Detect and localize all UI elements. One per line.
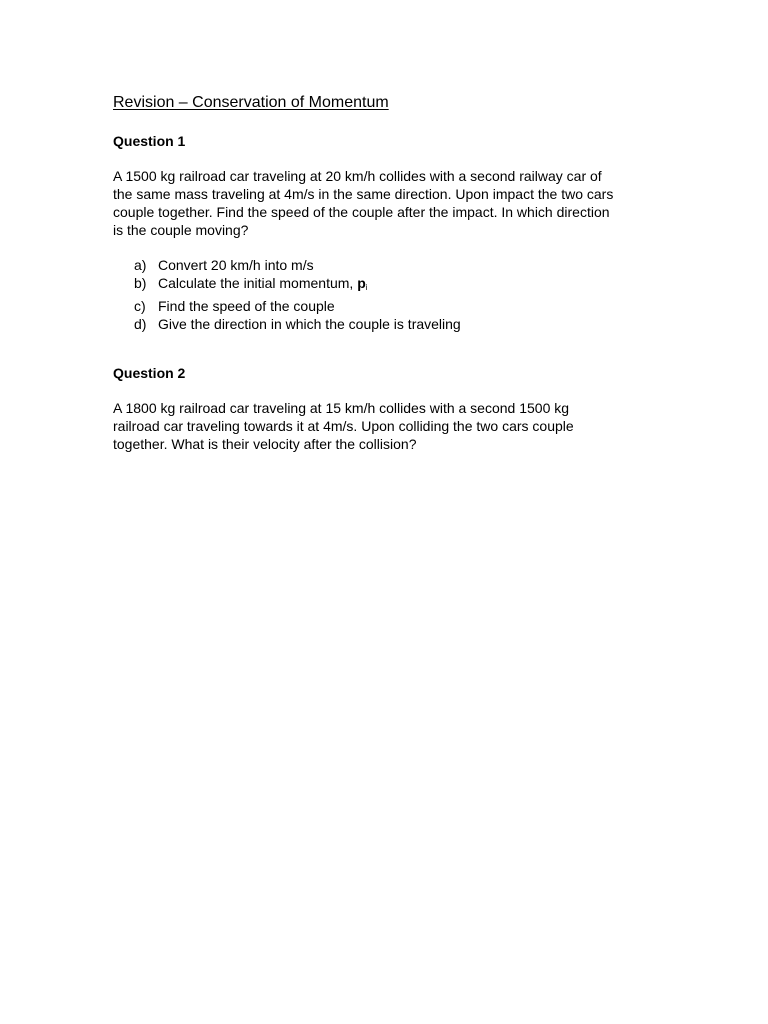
list-item-text: Find the speed of the couple (158, 298, 335, 314)
list-item (134, 315, 461, 333)
list-item-text: Convert 20 km/h into m/s (158, 257, 314, 273)
question-1-line: A 1500 kg railroad car traveling at 20 km/h collides with a second railway car of (113, 168, 602, 184)
momentum-subscript: i (365, 283, 368, 292)
list-item-text: Give the direction in which the couple is traveling (158, 316, 461, 332)
question-2-line: railroad car traveling towards it at 4m/s. Upon colliding the two cars couple (113, 418, 574, 434)
question-1-parts (134, 256, 461, 333)
momentum-symbol: p (357, 275, 366, 291)
list-item (134, 256, 461, 274)
list-marker: d) (134, 316, 147, 332)
question-1-heading: Question 1 (113, 133, 186, 149)
list-item (134, 297, 461, 315)
list-item (134, 274, 461, 297)
question-1-text (113, 167, 658, 239)
page-title: Revision – Conservation of Momentum (113, 94, 389, 111)
list-marker: a) (134, 257, 147, 273)
list-item-text: Calculate the initial momentum, (158, 275, 358, 291)
question-2-line: A 1800 kg railroad car traveling at 15 km/h collides with a second 1500 kg (113, 400, 570, 416)
question-1-line: couple together. Find the speed of the couple after the impact. In which direction (113, 204, 610, 220)
list-marker: c) (134, 298, 146, 314)
question-1-line: the same mass traveling at 4m/s in the same direction. Upon impact the two cars (113, 186, 614, 202)
question-2-text (113, 399, 658, 453)
list-marker: b) (134, 275, 147, 291)
question-2-heading: Question 2 (113, 365, 186, 381)
question-1-line: is the couple moving? (113, 222, 249, 238)
question-2-line: together. What is their velocity after the collision? (113, 436, 417, 452)
